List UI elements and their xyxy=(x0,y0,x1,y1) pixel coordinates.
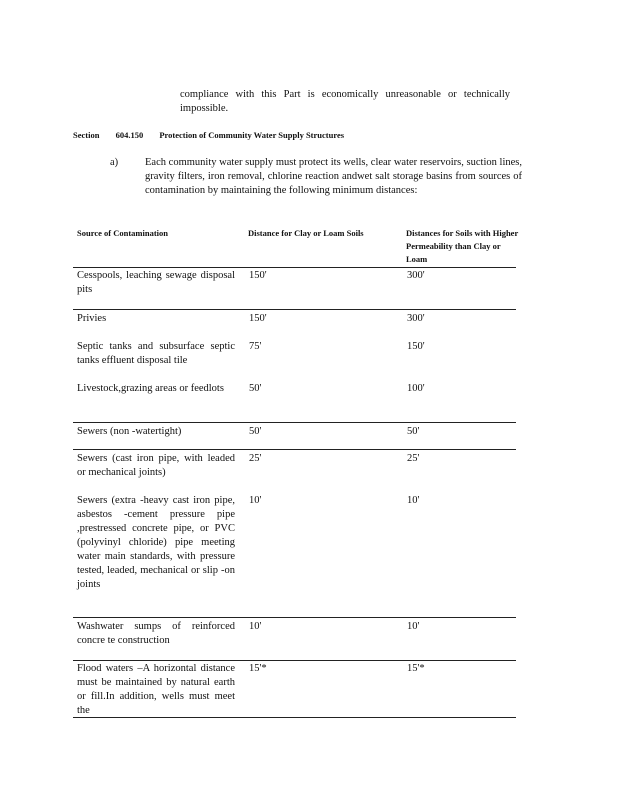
section-number: 604.150 xyxy=(115,130,144,140)
row-distance-clay: 10' xyxy=(249,621,262,632)
row-distance-clay: 150' xyxy=(249,270,267,281)
row-source: Washwater sumps of reinforced concre te construction xyxy=(77,621,235,646)
row-distance-clay: 50' xyxy=(249,383,262,394)
table-rule xyxy=(73,267,516,268)
row-source: Sewers (extra -heavy cast iron pipe, asbestos -cement pressure pipe ,prestressed concrete pipe, or PVC (polyvinyl chloride) pipe meeting water main standards, with pressure tested, leaded, mechanical or slip -on joints xyxy=(77,495,235,590)
table-header xyxy=(77,227,517,267)
row-source: Cesspools, leaching sewage disposal pits xyxy=(77,270,235,295)
row-source: Livestock,grazing areas or feedlots xyxy=(77,383,224,394)
section-label: Section xyxy=(73,130,100,140)
header-clay-loam: Distance for Clay or Loam Soils xyxy=(248,228,364,238)
section-title: Protection of Community Water Supply Structures xyxy=(159,130,345,140)
row-source: Septic tanks and subsurface septic tanks effluent disposal tile xyxy=(77,341,235,366)
row-distance-higher: 100' xyxy=(407,383,425,394)
table-rule xyxy=(73,617,516,618)
paragraph-label: a) xyxy=(110,157,119,168)
table-rule xyxy=(73,717,516,718)
row-source: Flood waters –A horizontal distance must be maintained by natural earth or fill.In addition, wells must meet the xyxy=(77,663,235,716)
row-source: Sewers (non -watertight) xyxy=(77,426,182,437)
row-distance-higher: 300' xyxy=(407,270,425,281)
header-higher-permeability: Distances for Soils with Higher Permeability than Clay or Loam xyxy=(406,228,519,264)
row-source: Privies xyxy=(77,313,107,324)
table-rule xyxy=(73,449,516,450)
row-distance-clay: 75' xyxy=(249,341,262,352)
row-distance-higher: 25' xyxy=(407,453,420,464)
table-rule xyxy=(73,660,516,661)
section-heading xyxy=(73,128,358,142)
paragraph-text: Each community water supply must protect its wells, clear water reservoirs, suction lines, gravity filters, iron removal, chlorine reaction andwet salt storage basins from sources of contamination by maintaining the following minimum distances: xyxy=(145,157,522,196)
row-distance-clay: 150' xyxy=(249,313,267,324)
row-distance-clay: 25' xyxy=(249,453,262,464)
row-distance-clay: 10' xyxy=(249,495,262,506)
row-distance-higher: 150' xyxy=(407,341,425,352)
row-distance-higher: 300' xyxy=(407,313,425,324)
table-rule xyxy=(73,309,516,310)
table-rule xyxy=(73,422,516,423)
row-distance-higher: 15'* xyxy=(407,663,425,674)
header-source: Source of Contamination xyxy=(77,228,168,238)
row-distance-higher: 50' xyxy=(407,426,420,437)
continuation-text: compliance with this Part is economically unreasonable or technically impossible. xyxy=(180,89,510,114)
row-distance-higher: 10' xyxy=(407,621,420,632)
row-source: Sewers (cast iron pipe, with leaded or mechanical joints) xyxy=(77,453,235,478)
row-distance-clay: 50' xyxy=(249,426,262,437)
row-distance-higher: 10' xyxy=(407,495,420,506)
row-distance-clay: 15'* xyxy=(249,663,267,674)
